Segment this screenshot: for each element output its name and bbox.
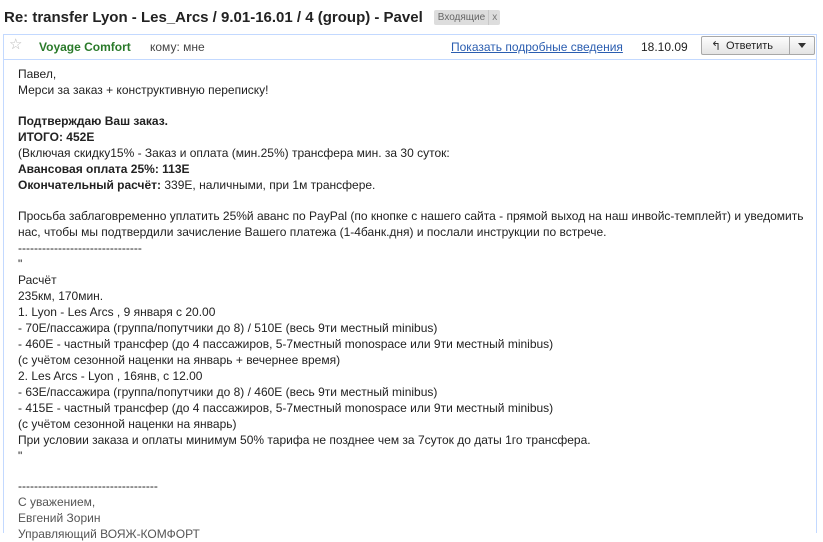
calc-line: - 63Е/пассажира (группа/попутчики до 8) / 460Е (весь 9ти местный minibus)	[18, 385, 438, 399]
message-card	[3, 34, 817, 541]
signature-closing: С уважением,	[18, 495, 96, 509]
calc-line: При условии заказа и оплаты минимум 50% тарифа не позднее чем за 7суток до даты 1го трансфера.	[18, 433, 591, 447]
chevron-down-icon	[798, 43, 806, 48]
recipient-summary: кому: мне	[150, 40, 205, 54]
distance-line: 235км, 170мин.	[18, 289, 104, 303]
star-icon[interactable]: ☆	[9, 36, 23, 53]
final-label: Окончательный расчёт:	[18, 178, 162, 192]
body-thanks: Мерси за заказ + конструктивную переписку!	[18, 83, 269, 97]
inbox-label[interactable]: Входящие	[437, 11, 486, 23]
message-header	[4, 35, 816, 60]
reply-button[interactable]	[701, 36, 790, 55]
total-line: ИТОГО: 452Е	[18, 130, 95, 144]
remove-label-button[interactable]: x	[488, 10, 500, 25]
final-value: 339Е, наличными, при 1м трансфере.	[161, 178, 376, 192]
sender-name[interactable]: Voyage Comfort	[39, 40, 131, 54]
subject-row	[4, 6, 814, 28]
calc-line: - 460Е - частный трансфер (до 4 пассажиров, 5-7местный monospace или 9ти местный minibus)	[18, 337, 554, 351]
separator-line: -----------------------------------	[18, 479, 158, 493]
show-details-link[interactable]: Показать подробные сведения	[451, 40, 623, 54]
quote-mark: "	[18, 257, 23, 271]
calc-line: (с учётом сезонной наценки на январь + вечернее время)	[18, 353, 341, 367]
advance-line: Авансовая оплата 25%: 113Е	[18, 162, 190, 176]
paragraph-gap	[18, 464, 808, 478]
paragraph-gap	[18, 193, 808, 208]
discount-note: (Включая скидку15% - Заказ и оплата (мин.25%) трансфера мин. за 30 суток:	[18, 146, 450, 160]
quote-mark: "	[18, 449, 23, 463]
reply-arrow-icon: ↰	[710, 38, 722, 53]
calc-heading: Расчёт	[18, 273, 57, 287]
thread-subject: Re: transfer Lyon - Les_Arcs / 9.01-16.01 / 4 (group) - Pavel	[4, 8, 423, 26]
signature-name: Евгений Зорин	[18, 511, 101, 525]
confirm-heading: Подтверждаю Ваш заказ.	[18, 114, 169, 128]
reply-label: Ответить	[726, 39, 774, 52]
signature-title: Управляющий ВОЯЖ-КОМФОРТ	[18, 527, 200, 541]
separator-line: -------------------------------	[18, 241, 142, 255]
message-body	[18, 66, 808, 542]
payment-request: Просьба заблаговременно уплатить 25%й аванс по PayPal (по кнопке с нашего сайта - прямой выход на наш инвойс-темплейт) и уведомить нас, чтобы мы подтвердили зачисление Вашего платежа (1-4банк.дня) и послали инструкции по встрече.	[18, 209, 804, 239]
calc-line: 2. Les Arcs - Lyon , 16янв, с 12.00	[18, 369, 203, 383]
final-line	[18, 177, 808, 193]
body-greeting: Павел,	[18, 67, 57, 81]
calc-line: 1. Lyon - Les Arcs , 9 января с 20.00	[18, 305, 216, 319]
calc-line: - 415Е - частный трансфер (до 4 пассажиров, 5-7местный monospace или 9ти местный minibus)	[18, 401, 554, 415]
paragraph-gap	[18, 98, 808, 113]
more-actions-button[interactable]	[790, 36, 815, 55]
calc-line: - 70Е/пассажира (группа/попутчики до 8) / 510Е (весь 9ти местный minibus)	[18, 321, 438, 335]
inbox-label-chip[interactable]	[434, 10, 500, 25]
message-date: 18.10.09	[641, 40, 688, 54]
calc-line: (с учётом сезонной наценки на январь)	[18, 417, 237, 431]
